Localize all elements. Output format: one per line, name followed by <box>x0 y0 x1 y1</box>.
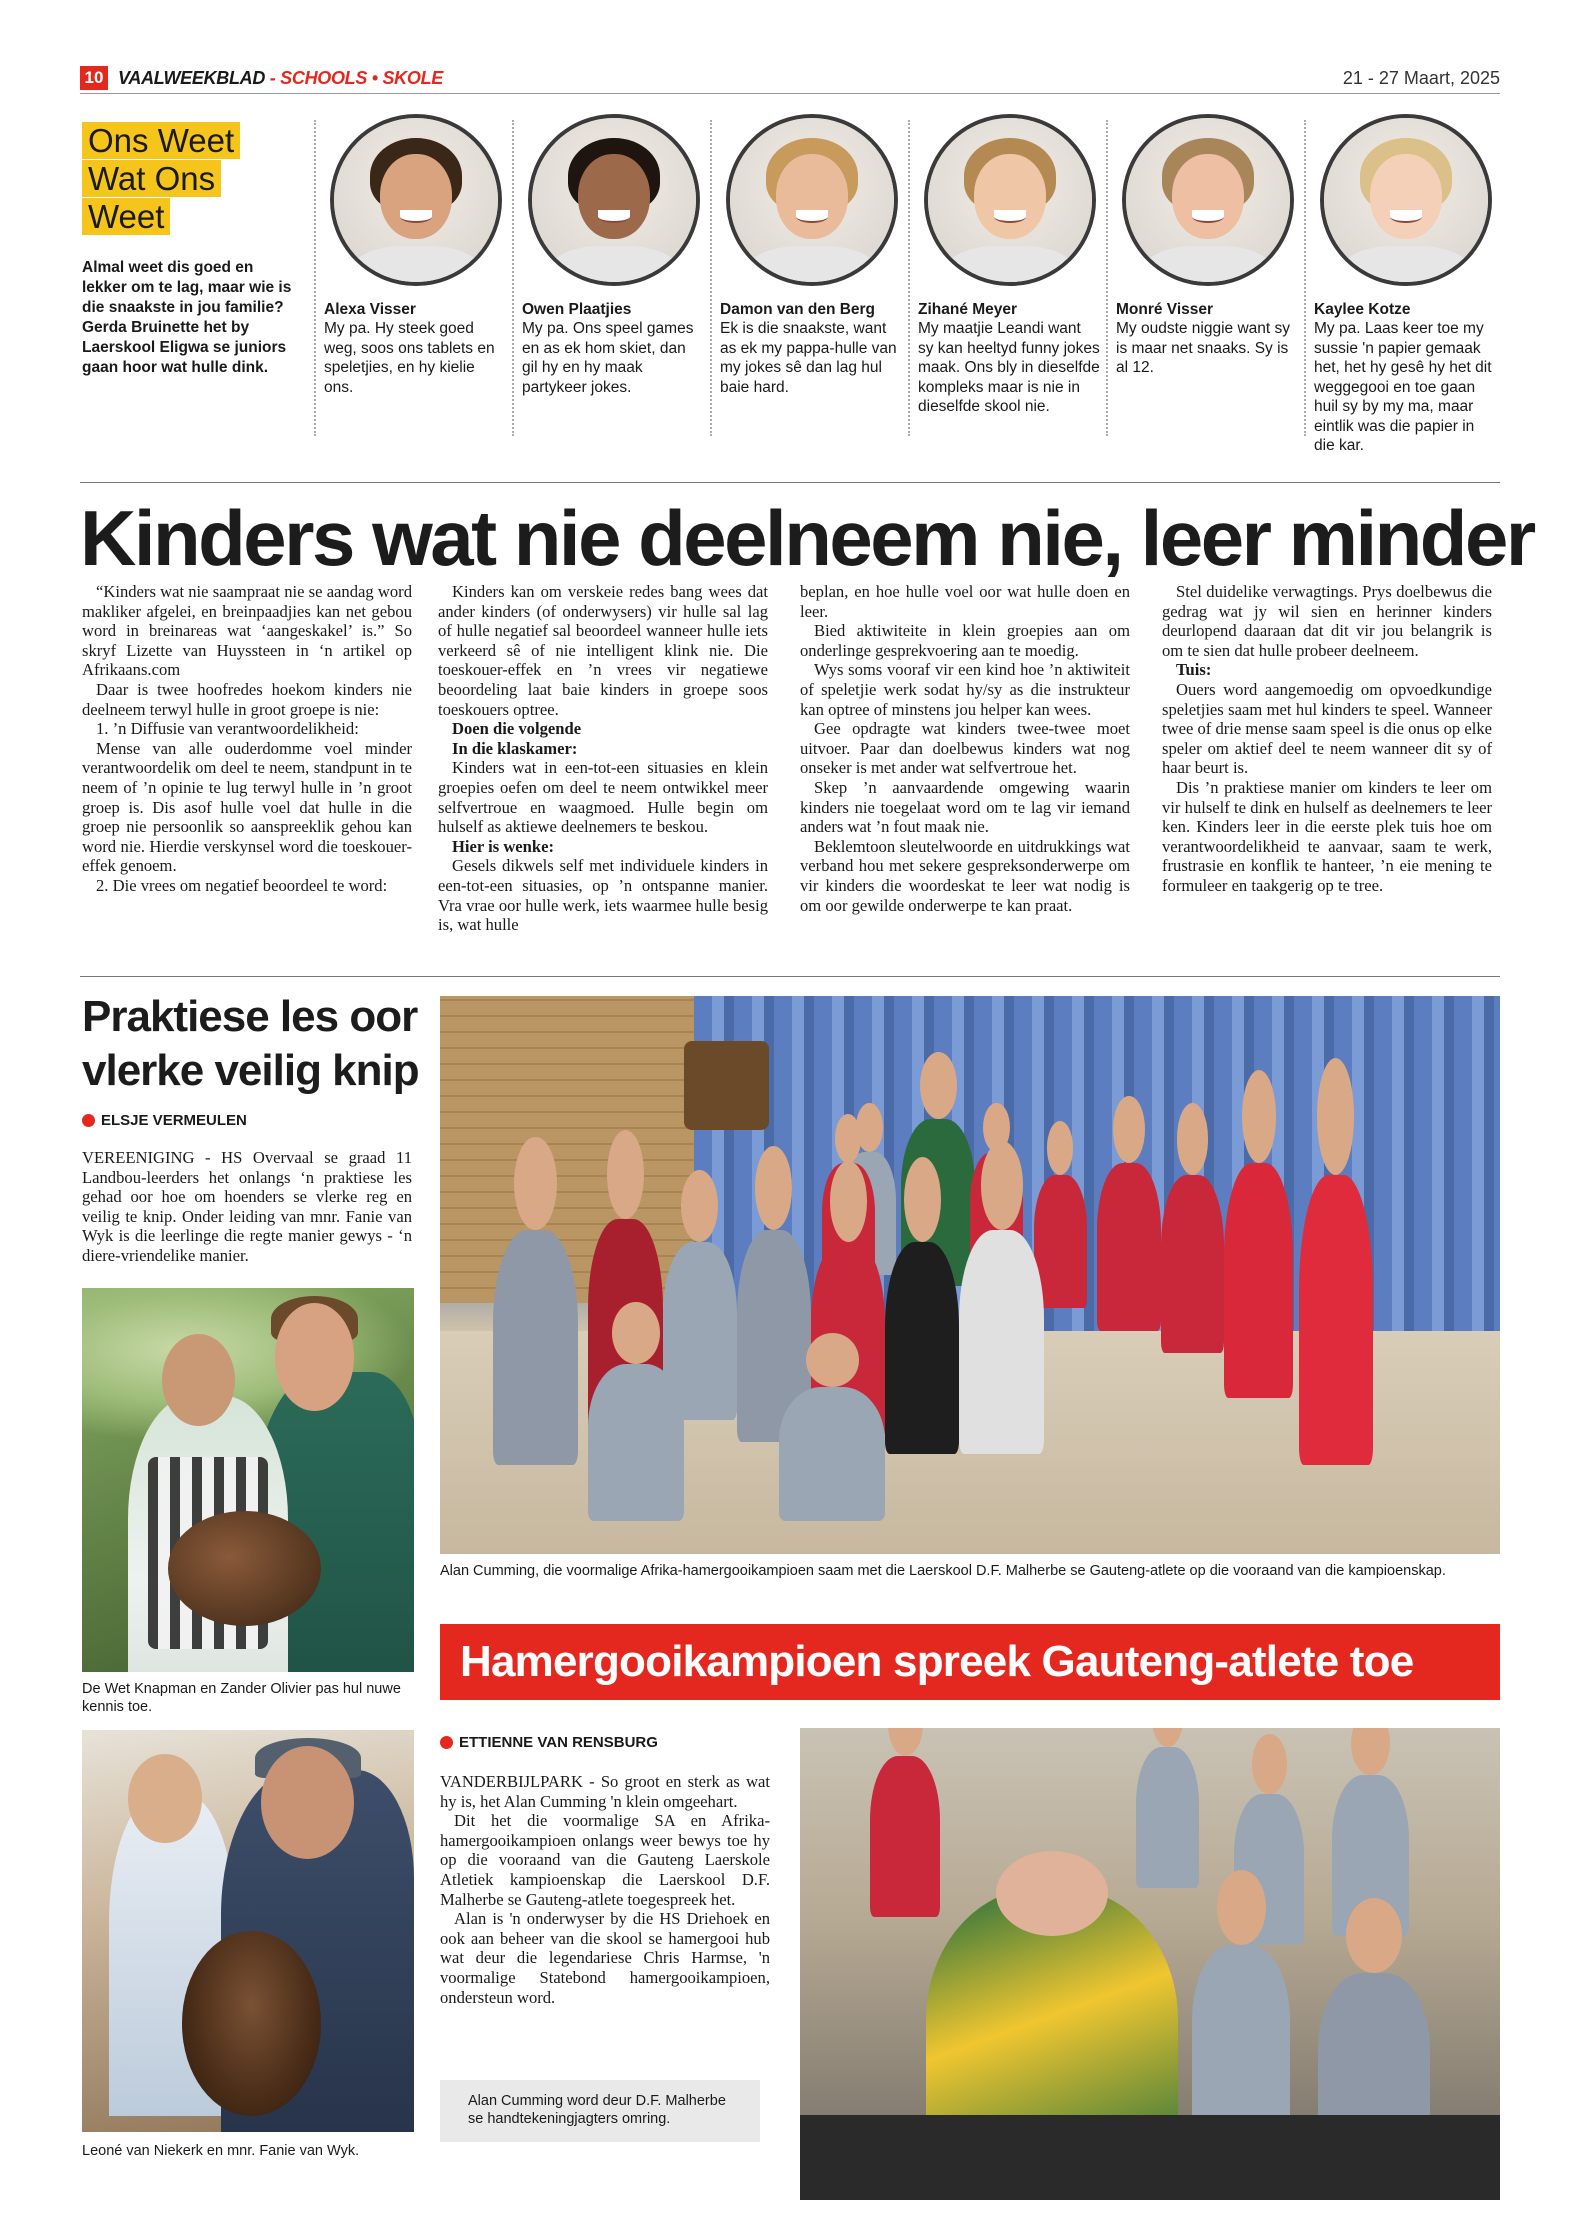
person-quote: My pa. Ons speel games en as ek hom skiet, dan gil hy en hy maak partykeer jokes. <box>522 320 694 396</box>
person-name: Monré Visser <box>1116 301 1214 318</box>
paragraph: Mense van alle ouderdomme voel minder verantwoordelik om deel te neem, standpunt in te neem of ’n opinie te lug terwyl hulle in ’n groot groep is. Dis asof hulle voel dat hulle in die groep nie persoonlik so aanspreeklik gehou kan word nie. Hierdie verskynsel word die toeskouer-effek genoem. <box>82 738 412 876</box>
article-column <box>1162 582 1492 896</box>
paragraph: Dis ’n praktiese manier om kinders te leer om vir hulself te dink en hulself as deelnemers te leer ken. Kinders leer in die eerste plek tuis hoe om verantwoordelikheid te aanvaar, saam te werk, frustrasie en konflik te hanteer, ’n eie mening te formuleer en taakgerig op te tree. <box>1162 777 1492 895</box>
wings-headline: Praktiese les oor vlerke veilig knip <box>82 992 419 1095</box>
subheading: Tuis: <box>1176 660 1212 680</box>
vox-person <box>1116 114 1298 378</box>
article-column <box>82 582 412 896</box>
person-quote: My pa. Hy steek goed weg, soos ons tablets en speletjies, en hy kielie ons. <box>324 320 495 396</box>
person-quote: My maatjie Leandi want sy kan heeltyd funny jokes maak. Ons bly in dieselfde kompleks maar is nie in dieselfde skool nie. <box>918 320 1100 415</box>
column-divider <box>1304 120 1306 436</box>
photo-caption: Leoné van Niekerk en mnr. Fanie van Wyk. <box>82 2143 360 2159</box>
person-name: Owen Plaatjies <box>522 301 632 318</box>
section-rule <box>80 976 1500 977</box>
byline-author: ETTIENNE VAN RENSBURG <box>459 1734 658 1751</box>
person-quote: Ek is die snaakste, want as ek my pappa-hulle van my jokes sê dan lag hul baie hard. <box>720 320 897 396</box>
column-divider <box>1106 120 1108 436</box>
photo-caption: De Wet Knapman en Zander Olivier pas hul nuwe kennis toe. <box>82 1681 401 1715</box>
person-photo <box>528 114 700 286</box>
paragraph: 2. Die vrees om negatief beoordeel te word: <box>96 875 388 895</box>
person-photo <box>1320 114 1492 286</box>
hammer-headline: Hamergooikampioen spreek Gauteng-atlete toe <box>440 1624 1500 1700</box>
vox-title-line: Ons Weet <box>82 122 240 159</box>
paragraph: Dit het die voormalige SA en Afrika-hamergooikampioen onlangs weer bewys toe hy op die vooraand van die Gauteng Laerskole Atletiek kampioenskap die Laerskool D.F. Malherbe se Gauteng-atlete toegespreek het. <box>440 1811 770 1909</box>
paragraph: Skep ’n aanvaardende omgewing waarin kinders nie toegelaat word om te lag vir iemand anders wat ’n fout maak nie. <box>800 777 1130 837</box>
photo-caption: Alan Cumming, die voormalige Afrika-hamergooikampioen saam met die Laerskool D.F. Malherbe se Gauteng-atlete op die vooraand van die kampioenskap. <box>440 1563 1446 1579</box>
vox-person <box>324 114 506 397</box>
paragraph: Ouers word aangemoedig om opvoedkundige speletjies saam met hul kinders te speel. Wanneer twee of drie mense saam speel is die onus op elke speler om aktief deel te neem wanneer dit sy of haar beurt is. <box>1162 679 1492 778</box>
paragraph: VEREENIGING - HS Overvaal se graad 11 Landbou-leerders het onlangs ‘n praktiese les gehad oor hoe om hoenders se vlerke reg en veilig te knip. Onder leiding van mnr. Fanie van Wyk is die leerlinge die regte manier gewys - ‘n diere-vriendelike manier. <box>82 1148 412 1265</box>
article-column <box>800 582 1130 915</box>
article-column <box>438 582 768 935</box>
paragraph: Alan is 'n onderwyser by die HS Driehoek en ook aan beheer van die skool se hamergooi hub wat deur die legendariese Chris Harmse, 'n voormalige Statebond hamergooikampioen, ondersteun word. <box>440 1909 770 2007</box>
paragraph: Wys soms vooraf vir een kind hoe ’n aktiwiteit of speletjie werk sodat hy/sy as die instrukteur kan optree of minstens jou helper kan wees. <box>800 660 1130 719</box>
section-name: - SCHOOLS • SKOLE <box>265 68 443 88</box>
vox-person <box>1314 114 1496 456</box>
person-quote: My pa. Laas keer toe my sussie 'n papier gemaak het, het hy gesê hy het dit weggegooi en toe gaan huil sy by my ma, maar eintlik was die papier in die kar. <box>1314 320 1492 454</box>
person-name: Kaylee Kotze <box>1314 301 1411 318</box>
person-photo <box>330 114 502 286</box>
subheading: Doen die volgende <box>452 719 582 739</box>
paragraph: 1. ’n Diffusie van verantwoordelikheid: <box>96 719 359 739</box>
person-name: Damon van den Berg <box>720 301 876 318</box>
subheading: Hier is wenke: <box>452 836 555 856</box>
paper-name: VAALWEEKBLAD <box>118 68 266 88</box>
column-divider <box>314 120 316 436</box>
paragraph: Beklemtoon sleutelwoorde en uitdrukkings wat verband hou met sekere gespreksonderwerpe om vir kinders die woordeskat te leer wat nodig is om oor gewilde onderwerpe te kan praat. <box>800 836 1130 915</box>
person-name: Zihané Meyer <box>918 301 1018 318</box>
paragraph: VANDERBIJLPARK - So groot en sterk as wat hy is, het Alan Cumming 'n klein omgeehart. <box>440 1772 770 1811</box>
main-headline: Kinders wat nie deelneem nie, leer minder <box>80 494 1534 582</box>
paragraph: Kinders wat in een-tot-een situasies en klein groepies oefen om deel te neem ontwikkel meer selfvertroue en waagmoed. Hulle begin om hulself as aktiewe deelnemers te beskou. <box>438 758 768 837</box>
photo-chicken-handling <box>82 1730 414 2132</box>
photo-caption-box: Alan Cumming word deur D.F. Malherbe se handtekeningjagters omring. <box>440 2080 760 2142</box>
paragraph: Stel duidelike verwagtings. Prys doelbewus die gedrag wat jy wil sien en herinner kinders deurlopend daaraan dat dit vir jou belangrik is om te sien dat hulle probeer deelneem. <box>1162 582 1492 660</box>
column-divider <box>710 120 712 436</box>
wings-body <box>82 1148 412 1266</box>
photo-group-athletes <box>440 996 1500 1554</box>
paragraph: beplan, en hoe hulle voel oor wat hulle doen en leer. <box>800 582 1130 621</box>
column-divider <box>512 120 514 436</box>
photo-wing-clipping <box>82 1288 414 1672</box>
byline-author: ELSJE VERMEULEN <box>101 1112 247 1129</box>
vox-person <box>918 114 1100 417</box>
vox-title-line: Wat Ons <box>82 160 221 197</box>
person-photo <box>924 114 1096 286</box>
paragraph: Daar is twee hoofredes hoekom kinders nie deelneem terwyl hulle in groot groepe is nie: <box>82 679 412 719</box>
vox-pop-title <box>82 122 252 236</box>
column-divider <box>908 120 910 436</box>
bullet-icon <box>82 1114 95 1127</box>
person-photo <box>1122 114 1294 286</box>
paragraph: Kinders kan om verskeie redes bang wees dat ander kinders (of onderwysers) vir hulle sal lag of hulle negatief sal beoordeel wanneer hulle iets verkeerd sê of nie intelligent klink nie. Die toeskouer-effek en ’n vrees vir negatiewe beoordeling laat baie kinders in groepe soos toeskouers optree. <box>438 582 768 719</box>
paragraph: “Kinders wat nie saampraat nie se aandag word makliker afgelei, en breinpaadjies kan net gebou word in breinareas wat ‘aangeskakel’ is.” So skryf Lizette van Huyssteen in ‘n artikel op Afrikaans.com <box>82 582 412 680</box>
hammer-body <box>440 1772 770 2007</box>
subheading: In die klaskamer: <box>452 738 578 758</box>
page-header <box>80 66 1500 94</box>
page-number: 10 <box>80 66 108 90</box>
issue-date: 21 - 27 Maart, 2025 <box>1342 68 1500 88</box>
vox-person <box>522 114 704 397</box>
wings-byline <box>82 1112 247 1129</box>
section-rule <box>80 482 1500 483</box>
photo-autographs <box>800 1728 1500 2200</box>
vox-title-line: Weet <box>82 198 170 235</box>
bullet-icon <box>440 1736 453 1749</box>
paragraph: Bied aktiwiteite in klein groepies aan om onderlinge gesprekvoering aan te moedig. <box>800 621 1130 660</box>
person-quote: My oudste niggie want sy is maar net snaaks. Sy is al 12. <box>1116 320 1291 376</box>
vox-person <box>720 114 902 397</box>
paragraph: Gesels dikwels self met individuele kinders in een-tot-een situasies, op ’n ontspanne manier. Vra vrae oor hulle werk, iets waarmee hulle besig is, wat hulle <box>438 856 768 935</box>
person-name: Alexa Visser <box>324 301 416 318</box>
person-photo <box>726 114 898 286</box>
vox-pop-intro: Almal weet dis goed en lekker om te lag, maar wie is die snaakste in jou familie? Gerda Bruinette het by Laerskool Eligwa se juniors gaan hoor wat hulle dink. <box>82 259 292 376</box>
masthead <box>118 68 443 89</box>
hammer-byline <box>440 1734 658 1751</box>
paragraph: Gee opdragte wat kinders twee-twee moet uitvoer. Paar dan doelbewus kinders wat nog onseker is met ander wat selfvertroue het. <box>800 719 1130 778</box>
